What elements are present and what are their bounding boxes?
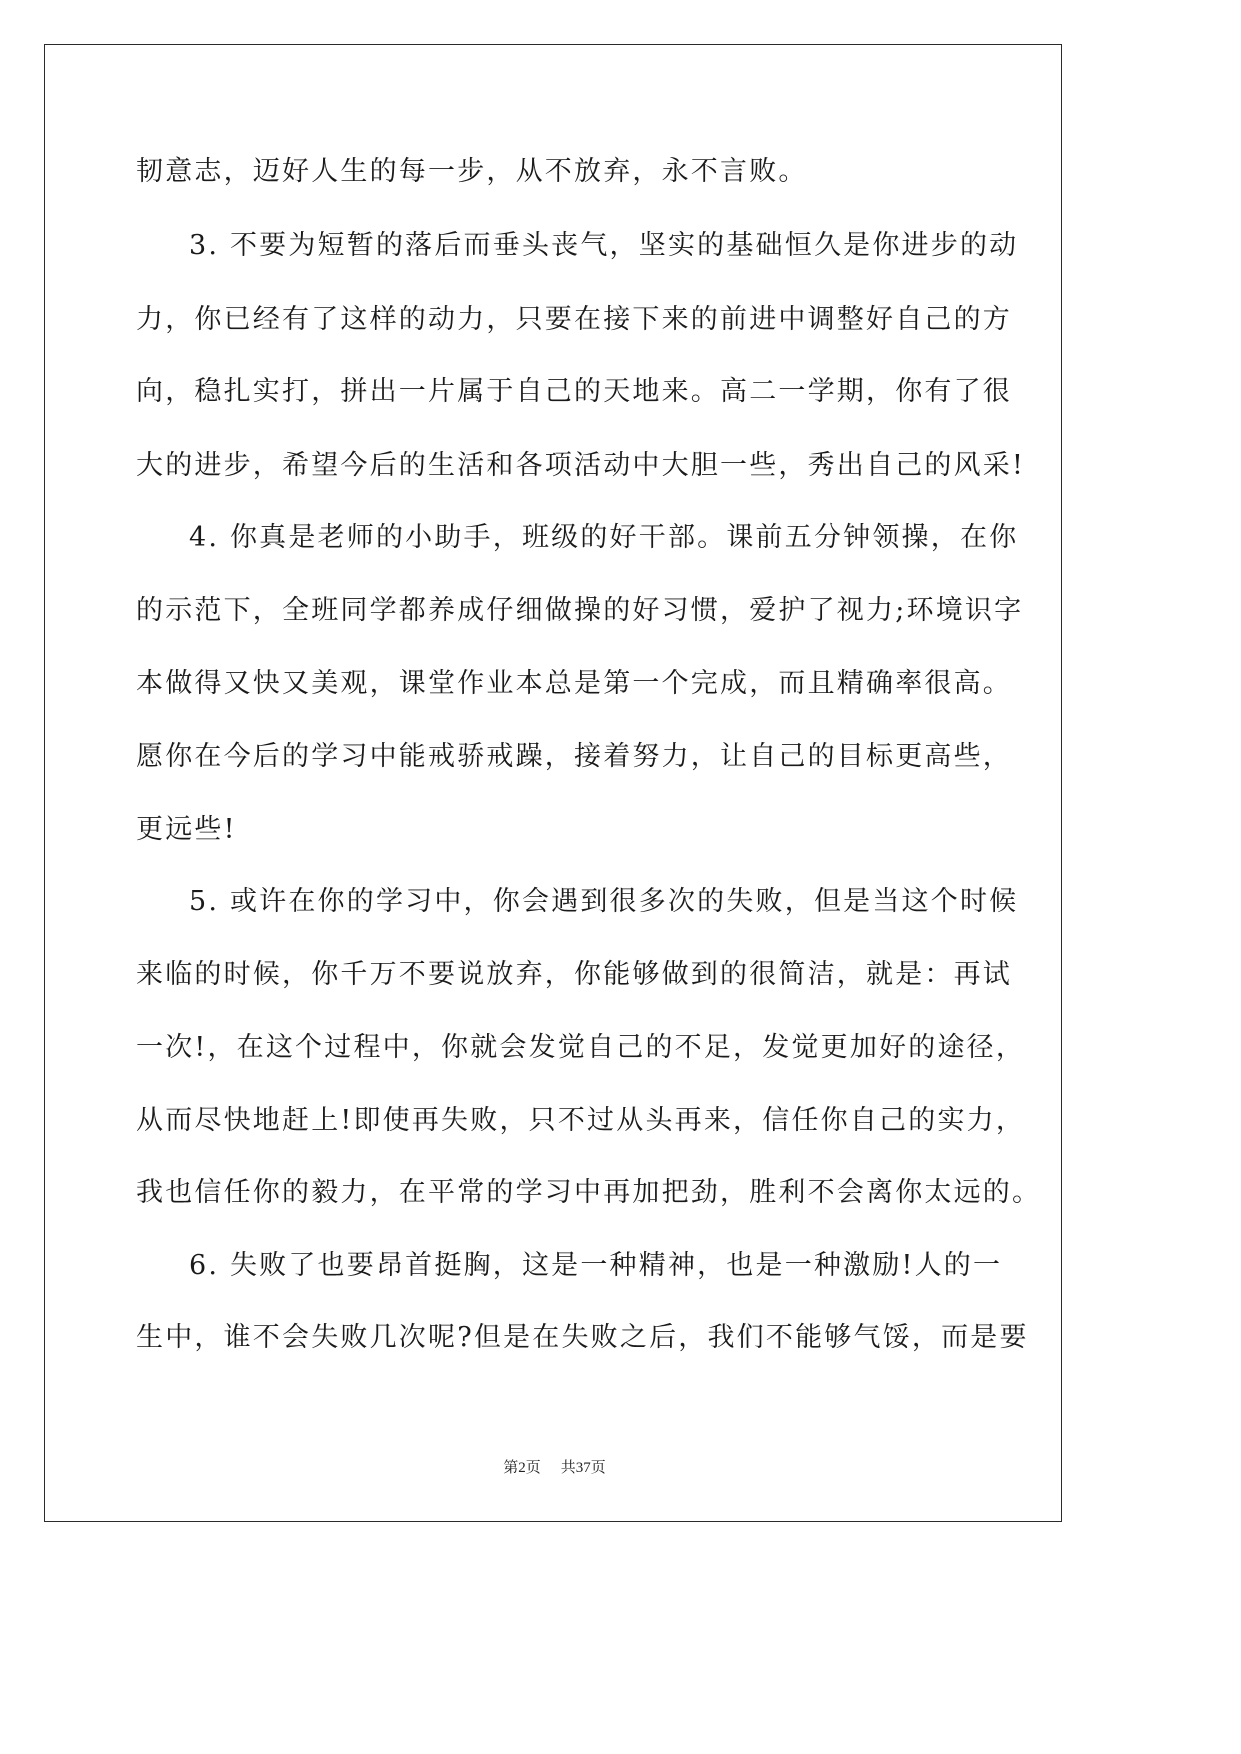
text-line: 本做得又快又美观，课堂作业本总是第一个完成，而且精确率很高。 <box>136 668 1012 699</box>
text-line: 韧意志，迈好人生的每一步，从不放弃，永不言败。 <box>136 156 808 187</box>
paragraph-4-line: 4. 你真是老师的小助手，班级的好干部。课前五分钟领操，在你 <box>189 522 1019 553</box>
page-border <box>44 44 1062 1522</box>
text-line: 生中，谁不会失败几次呢?但是在失败之后，我们不能够气馁，而是要 <box>136 1322 1029 1353</box>
text-line: 更远些! <box>136 814 237 845</box>
text-line: 来临的时候，你千万不要说放弃，你能够做到的很简洁，就是：再试 <box>136 959 1012 990</box>
text-line: 大的进步，希望今后的生活和各项活动中大胆一些，秀出自己的风采! <box>136 450 1026 481</box>
page-footer <box>0 1458 1109 1478</box>
text-line: 从而尽快地赶上!即使再失败，只不过从头再来，信任你自己的实力， <box>136 1105 1026 1136</box>
page-number: 第2页 <box>503 1460 541 1476</box>
paragraph-5-line: 5. 或许在你的学习中，你会遇到很多次的失败，但是当这个时候 <box>189 886 1019 917</box>
text-line: 愿你在今后的学习中能戒骄戒躁，接着努力，让自己的目标更高些， <box>136 741 1012 772</box>
text-line: 我也信任你的毅力，在平常的学习中再加把劲，胜利不会离你太远的。 <box>136 1177 1042 1208</box>
text-line: 一次!，在这个过程中，你就会发觉自己的不足，发觉更加好的途径， <box>136 1032 1026 1063</box>
paragraph-6-line: 6. 失败了也要昂首挺胸，这是一种精神，也是一种激励!人的一 <box>189 1250 1003 1281</box>
text-line: 的示范下，全班同学都养成仔细做操的好习惯，爱护了视力;环境识字 <box>136 595 1024 626</box>
paragraph-3-line: 3. 不要为短暂的落后而垂头丧气，坚实的基础恒久是你进步的动 <box>189 230 1019 261</box>
text-line: 力，你已经有了这样的动力，只要在接下来的前进中调整好自己的方 <box>136 304 1012 335</box>
text-line: 向，稳扎实打，拼出一片属于自己的天地来。高二一学期，你有了很 <box>136 376 1012 407</box>
page-total: 共37页 <box>560 1460 606 1476</box>
